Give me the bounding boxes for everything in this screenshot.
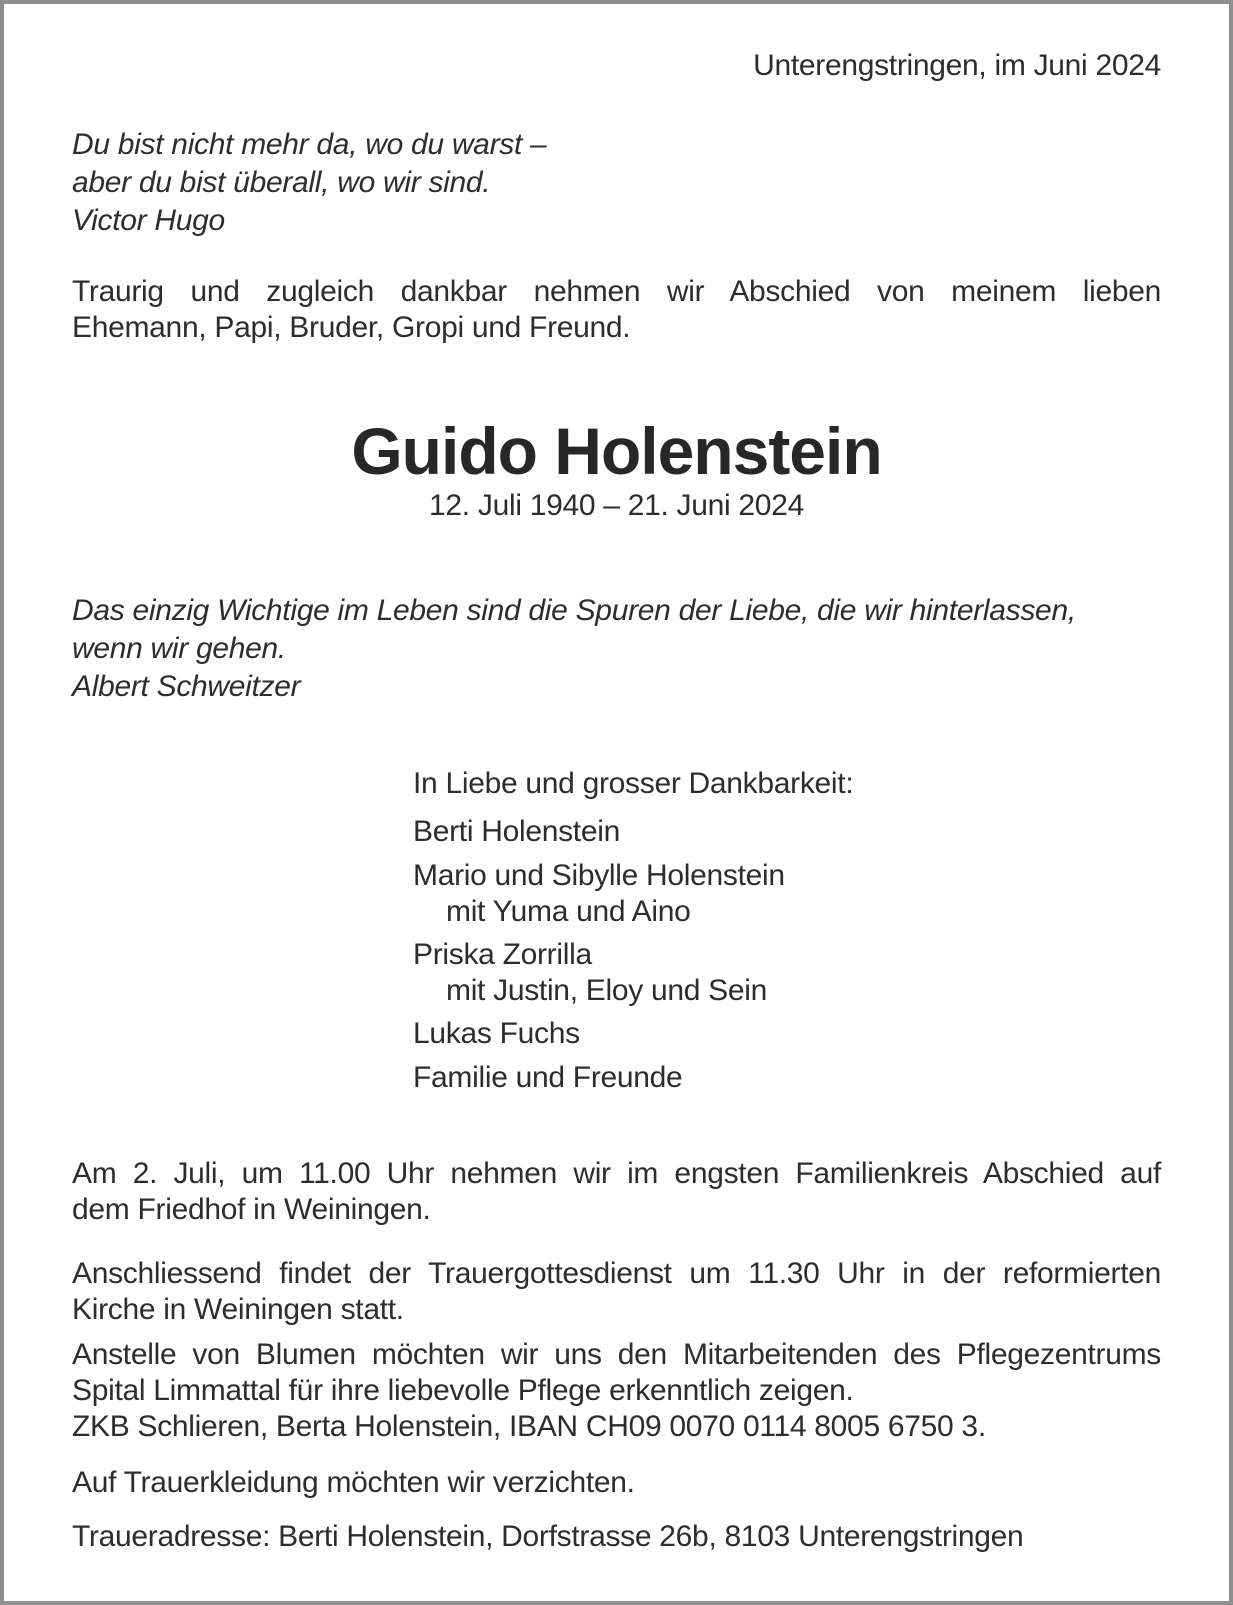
mourner-grandchildren: mit Yuma und Aino [446, 895, 691, 928]
donation-iban-line: ZKB Schlieren, Berta Holenstein, IBAN CH09 0070 0114 8005 6750 3. [72, 1410, 986, 1443]
burial-line: Am 2. Juli, um 11.00 Uhr nehmen wir im engsten Familienkreis Abschied auf [72, 1157, 1161, 1190]
donation-line: Spital Limmattal für ihre liebevolle Pflege erkenntlich zeigen. [72, 1374, 854, 1407]
mourner-name: Priska Zorrilla [413, 938, 592, 971]
life-dates: 12. Juli 1940 – 21. Juni 2024 [429, 489, 804, 522]
mourner-entry [413, 1016, 1161, 1052]
quote-line: wenn wir gehen. [72, 632, 286, 665]
mourner-name: Mario und Sibylle Holenstein [413, 859, 785, 892]
mourners-heading: In Liebe und grosser Dankbarkeit: [413, 767, 854, 800]
intro-paragraph [72, 274, 1161, 346]
mourner-name: Familie und Freunde [413, 1061, 683, 1094]
mourner-name: Berti Holenstein [413, 815, 620, 848]
mourner-grandchildren: mit Justin, Eloy und Sein [446, 974, 767, 1007]
burial-line: dem Friedhof in Weiningen. [72, 1193, 431, 1226]
burial-paragraph [72, 1156, 1161, 1228]
quote-author: Victor Hugo [72, 204, 225, 237]
mourners-block [72, 766, 1161, 1096]
donation-paragraph [72, 1337, 1161, 1445]
service-line: Kirche in Weiningen statt. [72, 1293, 404, 1326]
quote-line: Das einzig Wichtige im Leben sind die Spuren der Liebe, die wir hinterlassen, [72, 594, 1076, 627]
deceased-name: Guido Holenstein [351, 414, 882, 488]
mourner-entry [413, 814, 1161, 850]
dress-code-line: Auf Trauerkleidung möchten wir verzichten. [72, 1466, 635, 1499]
mourner-entry [413, 1060, 1161, 1096]
quote-line: Du bist nicht mehr da, wo du warst – [72, 128, 547, 161]
quote-line: aber du bist überall, wo wir sind. [72, 166, 491, 199]
second-quote [72, 592, 1161, 706]
mourning-address-line: Traueradresse: Berti Holenstein, Dorfstrasse 26b, 8103 Unterengstringen [72, 1520, 1024, 1553]
obituary-content [4, 4, 1229, 1601]
mourner-entry [413, 858, 1161, 929]
intro-line: Traurig und zugleich dankbar nehmen wir Abschied von meinem lieben [72, 275, 1161, 308]
donation-line: Anstelle von Blumen möchten wir uns den Mitarbeitenden des Pflegezentrums [72, 1338, 1161, 1371]
opening-quote [72, 126, 1161, 240]
service-line: Anschliessend findet der Trauergottesdienst um 11.30 Uhr in der reformierten [72, 1257, 1161, 1290]
quote-author: Albert Schweitzer [72, 670, 301, 703]
service-paragraph [72, 1256, 1161, 1328]
mourner-entry [413, 937, 1161, 1008]
intro-line: Ehemann, Papi, Bruder, Gropi und Freund. [72, 311, 631, 344]
mourner-name: Lukas Fuchs [413, 1017, 580, 1050]
place-date-line: Unterengstringen, im Juni 2024 [753, 49, 1161, 82]
